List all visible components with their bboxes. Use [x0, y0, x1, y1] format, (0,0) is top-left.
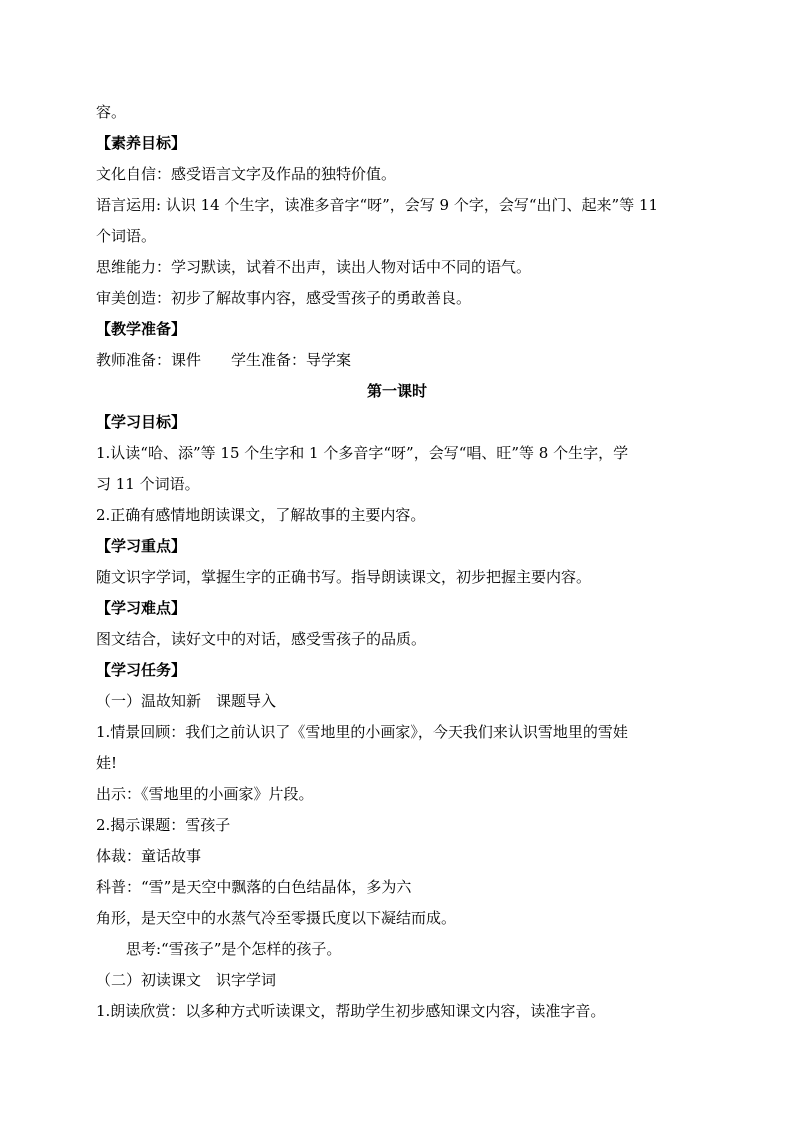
text-line: 1.情景回顾：我们之前认识了《雪地里的小画家》，今天我们来认识雪地里的雪娃	[96, 723, 628, 741]
text-line: 1.朗读欣赏：以多种方式听读课文，帮助学生初步感知课文内容，读准字音。	[96, 1002, 606, 1020]
text-line: 容。	[96, 103, 127, 121]
text-line: 思考:“雪孩子”是个怎样的孩子。	[126, 940, 342, 958]
text-line: 娃!	[96, 754, 118, 772]
text-line: 审美创造：初步了解故事内容，感受雪孩子的勇敢善良。	[96, 289, 472, 307]
section-heading-difficulties: 【学习难点】	[96, 599, 187, 617]
text-line: 体裁：童话故事	[96, 847, 202, 865]
text-line: 图文结合，读好文中的对话，感受雪孩子的品质。	[96, 630, 427, 648]
text-line: 2.正确有感情地朗读课文，了解故事的主要内容。	[96, 506, 426, 524]
text-line: 1.认读“哈、添”等 15 个生字和 1 个多音字“呀”，会写“唱、旺”等 8 个生字，学	[96, 444, 629, 462]
subsection-heading: （一）温故知新 课题导入	[96, 692, 277, 710]
lesson-title: 第一课时	[366, 382, 427, 400]
section-heading-literacy-goals: 【素养目标】	[96, 134, 187, 152]
text-line: 思维能力：学习默读，试着不出声，读出人物对话中不同的语气。	[96, 258, 532, 276]
text-line: 个词语。	[96, 227, 157, 245]
text-line: 随文识字学词，掌握生字的正确书写。指导朗读课文，初步把握主要内容。	[96, 568, 592, 586]
text-line: 习 11 个词语。	[96, 475, 200, 493]
section-heading-key-points: 【学习重点】	[96, 537, 187, 555]
section-heading-learning-tasks: 【学习任务】	[96, 661, 187, 679]
text-line: 教师准备：课件 学生准备：导学案	[96, 351, 352, 369]
text-line: 出示：《雪地里的小画家》片段。	[96, 785, 314, 803]
section-heading-learning-goals: 【学习目标】	[96, 413, 187, 431]
text-line: 角形，是天空中的水蒸气冷至零摄氏度以下凝结而成。	[96, 909, 457, 927]
text-line: 文化自信：感受语言文字及作品的独特价值。	[96, 165, 397, 183]
text-line: 语言运用: 认识 14 个生字，读准多音字“呀”，会写 9 个字，会写“出门、起来”等 11	[96, 196, 659, 214]
section-heading-teaching-prep: 【教学准备】	[96, 320, 187, 338]
subsection-heading: （二）初读课文 识字学词	[96, 971, 277, 989]
text-line: 科普：“雪”是天空中飘落的白色结晶体，多为六	[96, 878, 412, 896]
text-line: 2.揭示课题：雪孩子	[96, 816, 231, 834]
